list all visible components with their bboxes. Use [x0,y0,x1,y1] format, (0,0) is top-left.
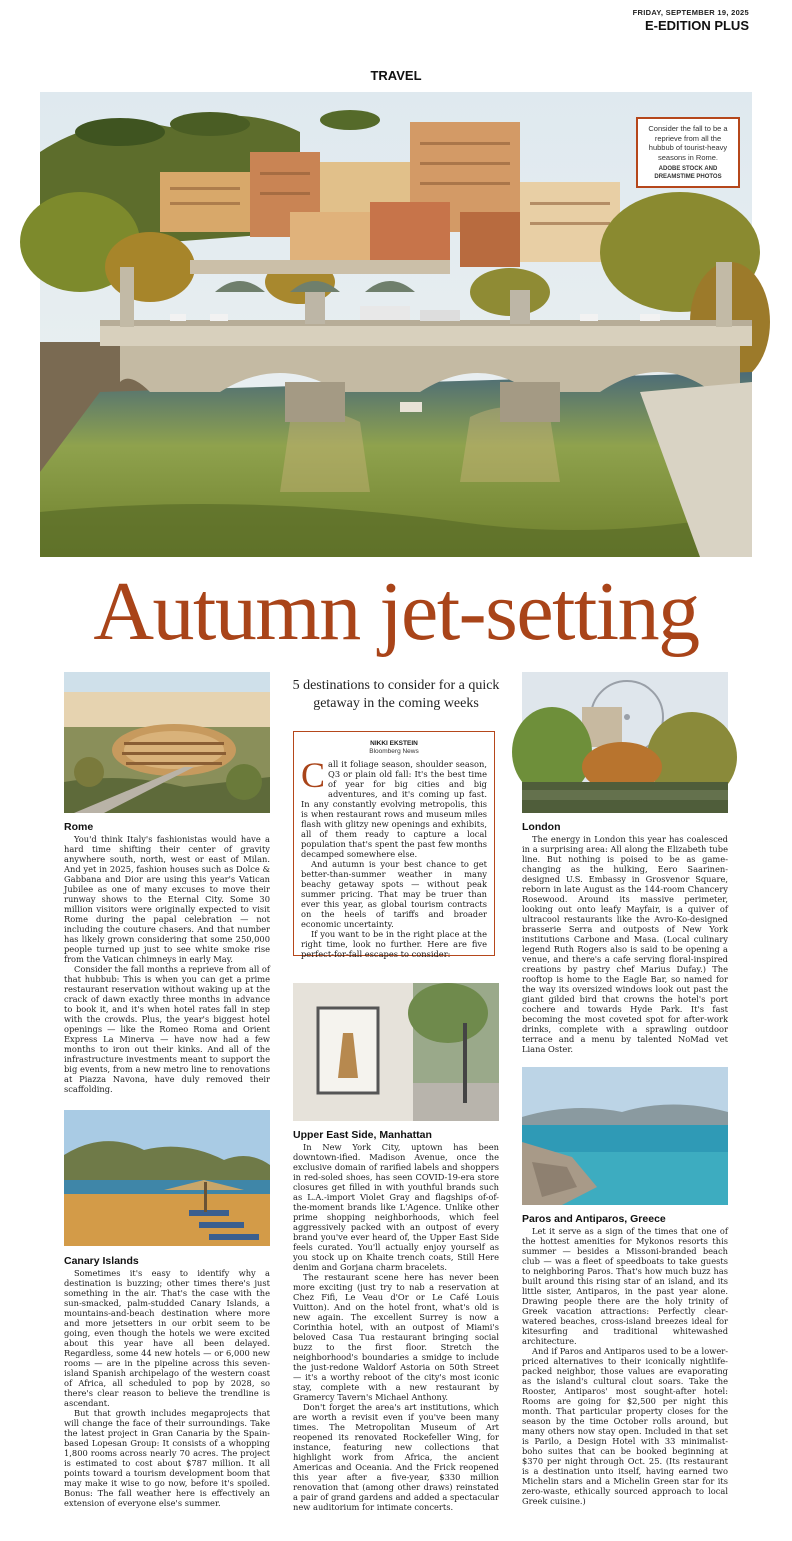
byline-author: NIKKI EKSTEIN [370,740,418,747]
paros-paragraph-2: And if Paros and Antiparos used to be a lower-priced alternatives to their iconically nightlife-packed neighbor, those values are evaporating as the island's cultural clout soars. Take the Rooster, Antiparos' most sought-after hotel: Rooms are going for $2,500 per night this month. That particular property closes for the season by the time October rolls around, but many others now stay open. Included in that set is Parilo, a Design Hotel with 33 minimalist-boho suites that can be booked beginning at $370 per night through Oct. 25. (Its restaurant is a destination unto itself, having earned two Michelin stars and a Michelin Green star for its zero-waste, ethically sourced approach to local Greek cuisine.) [522,1346,728,1506]
london-illustration [522,672,728,813]
paros-paragraph-1: Let it serve as a sign of the times that one of the hottest amenities for Mykonos resorts this summer — besides a Missoni-branded beach club — was a fleet of speedboats to take guests to neighboring Paros. That's how much buzz has built around this rising star of an island, and its little sister, Antiparos, in the past year alone. Drawing people there are the holy trinity of Greek vacation attractions: Perfectly clear-watered beaches, cross-island breezes ideal for kitesurfing and traditional whitewashed architecture. [522,1226,728,1346]
canary-paragraph-2: But that growth includes megaprojects that will change the face of their surroundings. Take the latest project in Gran Canaria by the Spain-based Lopesan Group: It consists of a whopping 1,800 rooms across nearly 70 acres. The project is estimated to cost about $787 million. It all points toward a tourism development boom that may make it wise to go now, before it's spoiled. Bonus: The fall weather here is effectively an extension of everyone else's summer. [64,1408,270,1508]
intro-paragraph-2: And autumn is your best chance to get better-than-summer weather in many beachy getaway spots — without peak summer pricing. That may be truer than ever this year, as global tourism contracts on the heels of tariffs and broader economic uncertainty. [301,859,487,929]
canary-title: Canary Islands [64,1255,139,1267]
storefront-illustration [293,983,499,1121]
rome-paragraph-2: Consider the fall months a reprieve from all of that hubbub: This is when you can get a prime restaurant reservation without waking up at the crack of dawn exactly three months in advance to book it, and it's when hotel rates fall in step with the crowds. Plus, the year's biggest hotel openings — like the Romeo Roma and Orient Express La Minerva — have now had a few months to iron out their kinks. And all of the infrastructure investments meant to support the big events, from a new metro line to renovations at Piazza Navona, have duly removed their scaffolding. [64,964,270,1094]
london-title: London [522,821,561,833]
hero-credit: ADOBE STOCK AND DREAMSTIME PHOTOS [654,166,722,180]
paros-body [522,1226,728,1528]
coast-illustration [522,1067,728,1205]
drop-cap: C [301,755,326,795]
deck: 5 destinations to consider for a quick getaway in the coming weeks [292,678,500,711]
headline: Autumn jet-setting [93,565,699,658]
intro-paragraph-1: all it foliage season, shoulder season, Q3 or plain old fall: It's the best time of year for big cities and big adventures, and it's coming up fast. In any constantly evolving metropolis, this is when restaurant rows and museum miles flash with glitzy new openings and exhibits, all of them ready to capture a local population that's spent the past few months decamped somewhere else. [301,759,487,859]
section-label: TRAVEL [370,68,422,83]
intro-box [293,731,495,959]
ues-body [293,1142,499,1534]
paros-coast-photo [522,1067,728,1205]
colosseum-illustration [64,672,270,813]
intro-paragraph-3: If you want to be in the right place at the right time, look no further. Here are five perfect-for-fall escapes to consider: [301,929,487,959]
edition-date: FRIDAY, SEPTEMBER 19, 2025 [632,8,749,17]
canary-body [64,1268,270,1528]
canary-beach-photo [64,1110,270,1246]
london-paragraph-1: The energy in London this year has coalesced in a surprising area: All along the Elizabeth tube line. But nothing is poised to be as game-changing as the hulking, Eero Saarinen-designed U.S. Embassy in Grosvenor Square, reborn in late August as the 144-room Chancery Rosewood. Around its massive perimeter, looking out onto leafy Mayfair, is a quiver of ultracool restaurants like the Avro-Ko-designed brasserie Serra and outposts of New York institutions Carbone and Masa. (Local culinary legend Ruth Rogers also is said to be opening a venue, and there's a cafe serving floral-inspired creations by pastry chef Marius Dufay.) The rooftop is home to the Eagle Bar, so named for the way its oversized windows look out past the giant gilded bird that crowns the hotel's port cochere and towards Hyde Park. It's fast becoming the most coveted spot for after-work drinks, complete with a sprawling outdoor terrace and a menu by talented NoMad vet Liana Oster. [522,834,728,1054]
intro-body [301,755,487,959]
canary-paragraph-1: Sometimes it's easy to identify why a destination is buzzing; other times there's just something in the air. That's the case with the sun-smacked, palm-studded Canary Islands, a mountains-and-beach destination where more and more jetsetters in our orbit seem to be going, even though the hotels we were excited about this year have all been delayed. Regardless, some 44 new hotels — or 6,000 new rooms — are in the pipeline across this seven-island Spanish archipelago of the western coast of Africa, all scheduled to pop by 2028, so there's clear reason to believe the trendline is ascendant. [64,1268,270,1408]
ues-paragraph-3: Don't forget the area's art institutions, which are worth a revisit even if you've been many times. The Metropolitan Museum of Art reopened its renovated Rockefeller Wing, for instance, featuring new collections that highlight work from Africa, the ancient Americas and Oceania. And the Frick reopened this year after a five-year, $330 million renovation that (among other draws) reinstated a pair of grand gardens and added a spectacular new auditorium for intimate concerts. [293,1402,499,1512]
london-body [522,834,728,1054]
london-eye-photo [522,672,728,813]
hero-caption-box [636,117,740,188]
rome-body [64,834,270,1094]
ues-paragraph-2: The restaurant scene here has never been more exciting (just try to nab a reservation at Chez Fifi, Le Veau d'Or or Le Café Louis Vuitton). And on the hotel front, what's old is new again. The excellent Surrey is now a Corinthia hotel, with an outpost of Miami's beloved Casa Tua restaurant bringing social buzz to the first floor. Stretch the neighborhood's boundaries a smidge to include the just-redone Waldorf Astoria on 50th Street — it's a worthy reboot of the city's most iconic stay, complete with a new restaurant by Gramercy Tavern's Michael Anthony. [293,1272,499,1402]
hero-caption: Consider the fall to be a reprieve from all the hubbub of tourist-heavy seasons in Rome. [648,124,728,162]
paros-title: Paros and Antiparos, Greece [522,1213,666,1225]
ues-title: Upper East Side, Manhattan [293,1129,432,1141]
rome-paragraph-1: You'd think Italy's fashionistas would have a hard time shifting their center of gravity anywhere south, north, west or east of Milan. And yet in 2025, fashion houses such as Dolce & Gabbana and Dior are using this year's Vatican Jubilee as one of many excuses to move their runway shows to the Eternal City. Some 30 million visitors were originally expected to visit Rome during the papal celebration — not including the couture chasers. And that number has likely grown considering that some 250,000 people turned up just to see white smoke rise from the Vatican chimneys in early May. [64,834,270,964]
edition-brand: E-EDITION PLUS [644,18,749,33]
beach-illustration [64,1110,270,1246]
ues-storefront-photo [293,983,499,1121]
rome-title: Rome [64,821,94,833]
ues-paragraph-1: In New York City, uptown has been downtown-ified. Madison Avenue, once the exclusive domain of rarified labels and shoppers in red-soled shoes, has seen COVID-19-era store closures get filled in with youthful brands such as L.A.-import Violet Gray and flagships of-of-the-moment brands like L'Agence. Unlike other prime shopping neighborhoods, which feel aggressively packed with an outpost of every brand you've ever heard of, the Upper East Side feels curated. You'll actually enjoy yourself as you stock up on Khaite trench coats, Still Here denim and Gorjana charm bracelets. [293,1142,499,1272]
byline-outlet: Bloomberg News [369,747,419,755]
rome-colosseum-photo [64,672,270,813]
